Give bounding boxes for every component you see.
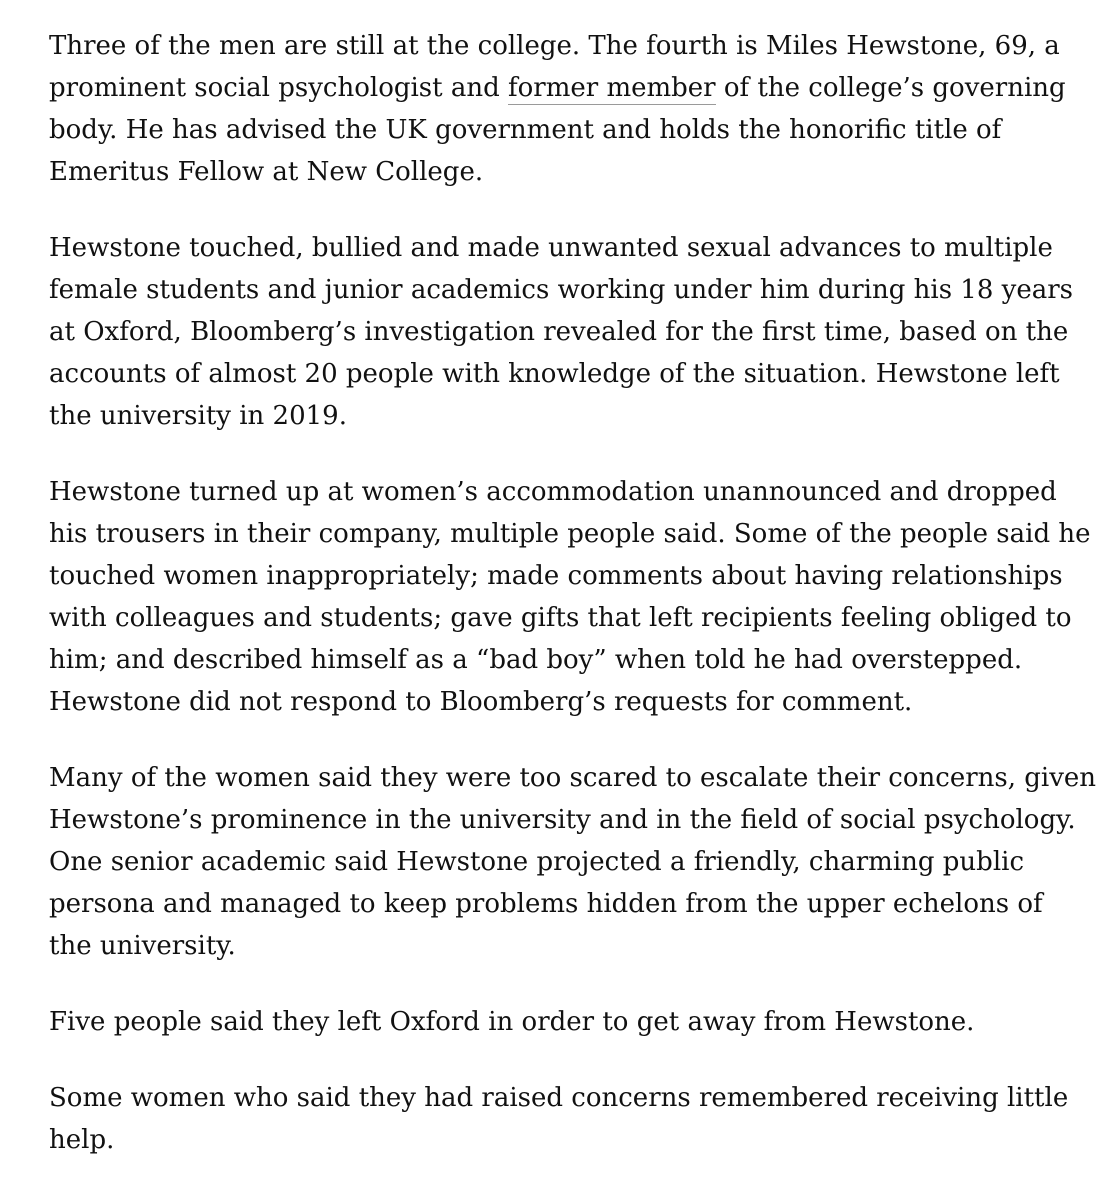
paragraph-line xyxy=(49,67,1066,109)
paragraph-2 xyxy=(49,227,1074,437)
former-member-link[interactable]: former member xyxy=(508,73,716,103)
paragraph-line: help. xyxy=(49,1125,115,1155)
paragraph-5 xyxy=(49,1001,1019,1043)
paragraph-line: Hewstone’s prominence in the university and in the field of social psychology. xyxy=(49,805,1076,835)
paragraph-line: female students and junior academics working under him during his 18 years xyxy=(49,275,1074,305)
paragraph-3 xyxy=(49,471,1091,723)
line-text: of the college’s governing xyxy=(715,73,1066,103)
paragraph-6 xyxy=(49,1077,1069,1161)
paragraph-line: body. He has advised the UK government and holds the honorific title of xyxy=(49,115,1002,145)
paragraph-line: the university. xyxy=(49,931,236,961)
paragraph-line: touched women inappropriately; made comments about having relationships xyxy=(49,561,1063,591)
article-body xyxy=(49,25,1096,1195)
paragraph-line: the university in 2019. xyxy=(49,401,347,431)
paragraph-line: Hewstone touched, bullied and made unwanted sexual advances to multiple xyxy=(49,233,1053,263)
paragraph-line: Hewstone did not respond to Bloomberg’s requests for comment. xyxy=(49,687,913,717)
paragraph-line: Hewstone turned up at women’s accommodation unannounced and dropped xyxy=(49,477,1057,507)
paragraph-line: accounts of almost 20 people with knowledge of the situation. Hewstone left xyxy=(49,359,1060,389)
paragraph-line: with colleagues and students; gave gifts that left recipients feeling obliged to xyxy=(49,603,1072,633)
paragraph-line: Many of the women said they were too scared to escalate their concerns, given xyxy=(49,763,1096,793)
paragraph-line: at Oxford, Bloomberg’s investigation revealed for the first time, based on the xyxy=(49,317,1069,347)
paragraph-line: Five people said they left Oxford in order to get away from Hewstone. xyxy=(49,1007,975,1037)
paragraph-4 xyxy=(49,757,1096,967)
paragraph-1 xyxy=(49,25,1066,193)
paragraph-line: his trousers in their company, multiple people said. Some of the people said he xyxy=(49,519,1091,549)
line-text: prominent social psychologist and xyxy=(49,73,509,103)
paragraph-line: Three of the men are still at the college. The fourth is Miles Hewstone, 69, a xyxy=(49,31,1060,61)
paragraph-line: One senior academic said Hewstone projected a friendly, charming public xyxy=(49,847,1025,877)
paragraph-line: him; and described himself as a “bad boy” when told he had overstepped. xyxy=(49,645,1023,675)
paragraph-line: Some women who said they had raised concerns remembered receiving little xyxy=(49,1083,1069,1113)
paragraph-line: persona and managed to keep problems hidden from the upper echelons of xyxy=(49,889,1043,919)
paragraph-line: Emeritus Fellow at New College. xyxy=(49,157,484,187)
